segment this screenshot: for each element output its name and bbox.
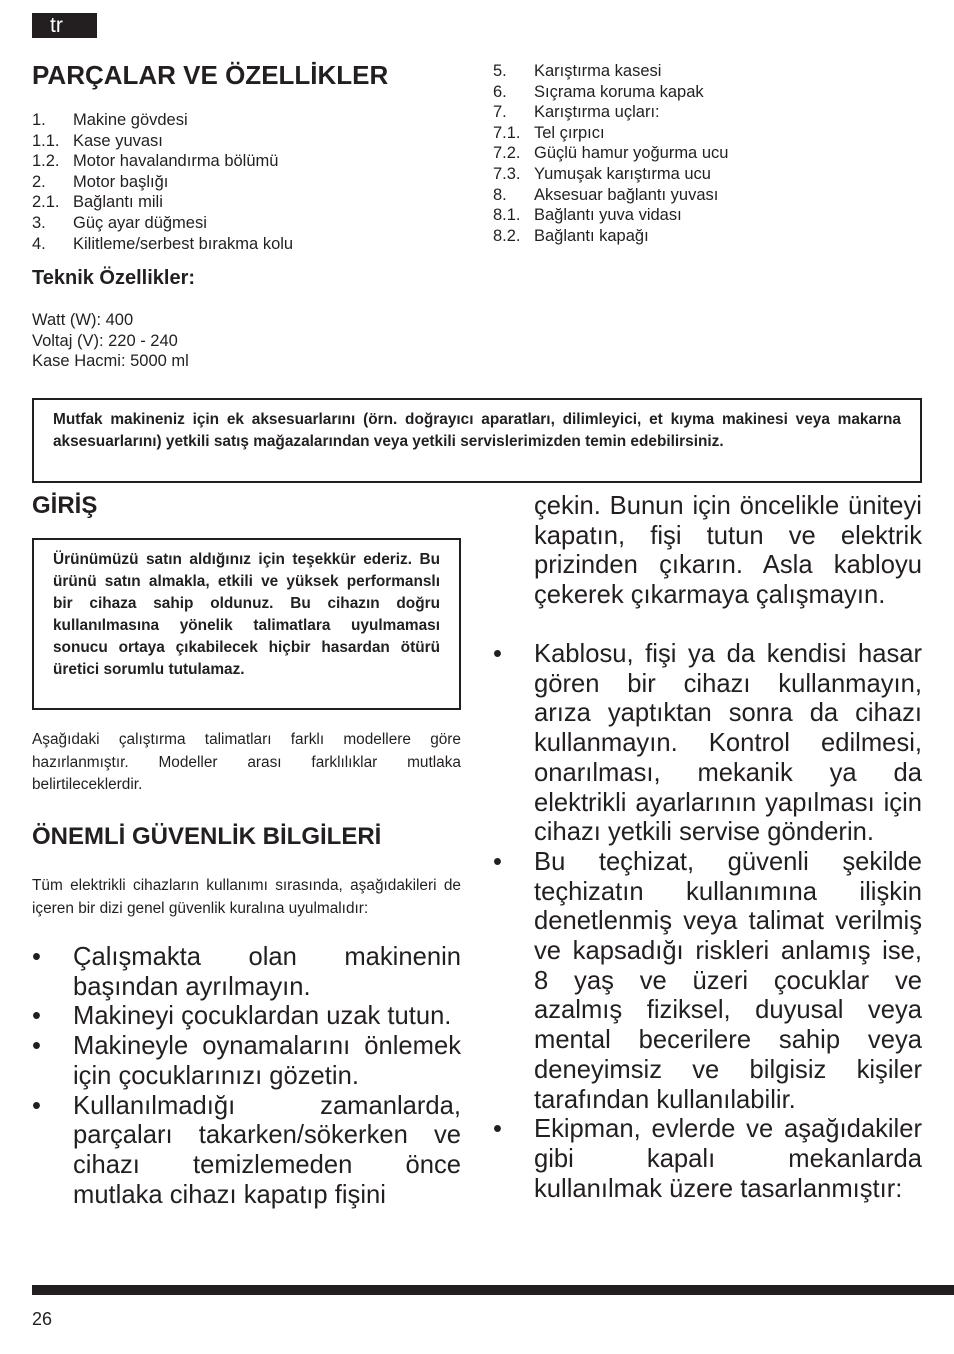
parts-list-right [493,61,923,246]
bullet-icon: • [32,1002,41,1031]
list-item: • Çalışmakta olan makinenin başından ayrılmayın. [32,943,461,1001]
intro-title: GİRİŞ [32,492,98,519]
safety-list-right [493,640,922,1204]
bullet-icon: • [32,1091,41,1120]
list-item: • Makineyi çocuklardan uzak tutun. [32,1002,452,1031]
tech-specs [32,310,189,372]
spec-voltage: Voltaj (V): 220 - 240 [32,331,178,350]
accessory-notice-text: Mutfak makineniz için ek aksesuarlarını (örn. doğrayıcı aparatları, dilimleyici, et kıyma makinesi veya makarna aksesuarlarını) yetkili satış mağazalarından veya yetkili servislerimizden temin edebilirsiniz. [53,411,901,450]
list-item: 8. Aksesuar bağlantı yuvası [493,185,719,204]
list-item: 2. Motor başlığı [32,172,169,191]
safety-continuation: çekin. Bunun için öncelikle üniteyi kapatın, fişi tutun ve elektrik prizinden çıkarın. Asla kabloyu çekerek çıkarmaya çalışmayın. [534,492,922,610]
accessory-notice-box [32,398,922,483]
list-item: 5. Karıştırma kasesi [493,62,662,80]
bullet-icon: • [493,847,502,876]
list-item: 6. Sıçrama koruma kapak [493,82,704,101]
list-item: 4. Kilitleme/serbest bırakma kolu [32,234,294,253]
bullet-icon: • [493,640,502,668]
list-item: 1.2. Motor havalandırma bölümü [32,152,279,171]
language-tab: tr [32,13,97,38]
list-item: 7.1. Tel çırpıcı [493,123,605,142]
list-item: • Bu teçhizat, güvenli şekilde teçhizatın kullanımına ilişkin denetlenmiş veya talimat verilmiş ve kapsadığı riskleri anlamış ise, 8 yaş ve üzeri çocuklar ve azalmış fiziksel, duyusal veya mental becerilere sahip veya deneyimsiz ve bilgisiz kişiler tarafından kullanılabilir. [493,847,922,1114]
list-item: 7.2. Güçlü hamur yoğurma ucu [493,144,729,163]
list-item: 1.1. Kase yuvası [32,131,163,150]
spec-watt: Watt (W): 400 [32,311,134,329]
list-item: • Kullanılmadığı zamanlarda, parçaları takarken/sökerken ve cihazı temizlemeden önce mutlaka cihazı kapatıp fişini [32,1091,461,1209]
list-item: • Kablosu, fişi ya da kendisi hasar gören bir cihazı kullanmayın, arıza yaptıktan sonra da cihazı kullanmayın. Kontrol edilmesi, onarılması, mekanik ya da elektrikli ayarlarının yapılması için cihazı yetkili servise gönderin. [493,640,922,847]
parts-list-left [32,110,452,254]
intro-notice-text: Ürünümüzü satın aldığınız için teşekkür ederiz. Bu ürünü satın almakla, etkili ve yüksek performanslı bir cihaza sahip oldunuz. Bu cihazın doğru kullanılmasına yönelik talimatlara uyulmaması sonucu ortaya çıkabilecek hiçbir hasardan ötürü üretici sorumlu tutulamaz. [53,551,440,678]
parts-title: PARÇALAR VE ÖZELLİKLER [32,60,389,90]
list-item: 2.1. Bağlantı mili [32,193,163,212]
list-item: 8.2. Bağlantı kapağı [493,226,649,245]
spec-bowl-volume: Kase Hacmi: 5000 ml [32,352,189,371]
bullet-icon: • [32,943,41,971]
list-item: • Ekipman, evlerde ve aşağıdakiler gibi kapalı mekanlarda kullanılmak üzere tasarlanmıştır: [493,1115,922,1203]
list-item: 7. Karıştırma uçları: [493,103,660,122]
footer-rule [32,1285,954,1295]
intro-notice-box [32,538,461,710]
safety-title: ÖNEMLİ GÜVENLİK BİLGİLERİ [32,823,382,850]
list-item: 1. Makine gövdesi [32,111,188,129]
list-item: 8.1. Bağlantı yuva vidası [493,206,682,225]
intro-paragraph: Aşağıdaki çalıştırma talimatları farklı modellere göre hazırlanmıştır. Modeller arası farklılıklar mutlaka belirtileceklerdir. [32,731,461,793]
tech-specs-title: Teknik Özellikler: [32,267,196,289]
list-item: • Makineyle oynamalarını önlemek için çocuklarınızı gözetin. [32,1032,461,1090]
bullet-icon: • [493,1115,502,1144]
list-item: 3. Güç ayar düğmesi [32,213,207,232]
safety-intro: Tüm elektrikli cihazların kullanımı sırasında, aşağıdakileri de içeren bir dizi genel güvenlik kuralına uyulmalıdır: [32,877,461,917]
page-number: 26 [32,1309,53,1329]
list-item: 7.3. Yumuşak karıştırma ucu [493,164,711,183]
bullet-icon: • [32,1032,41,1061]
safety-list-left [32,943,461,1210]
